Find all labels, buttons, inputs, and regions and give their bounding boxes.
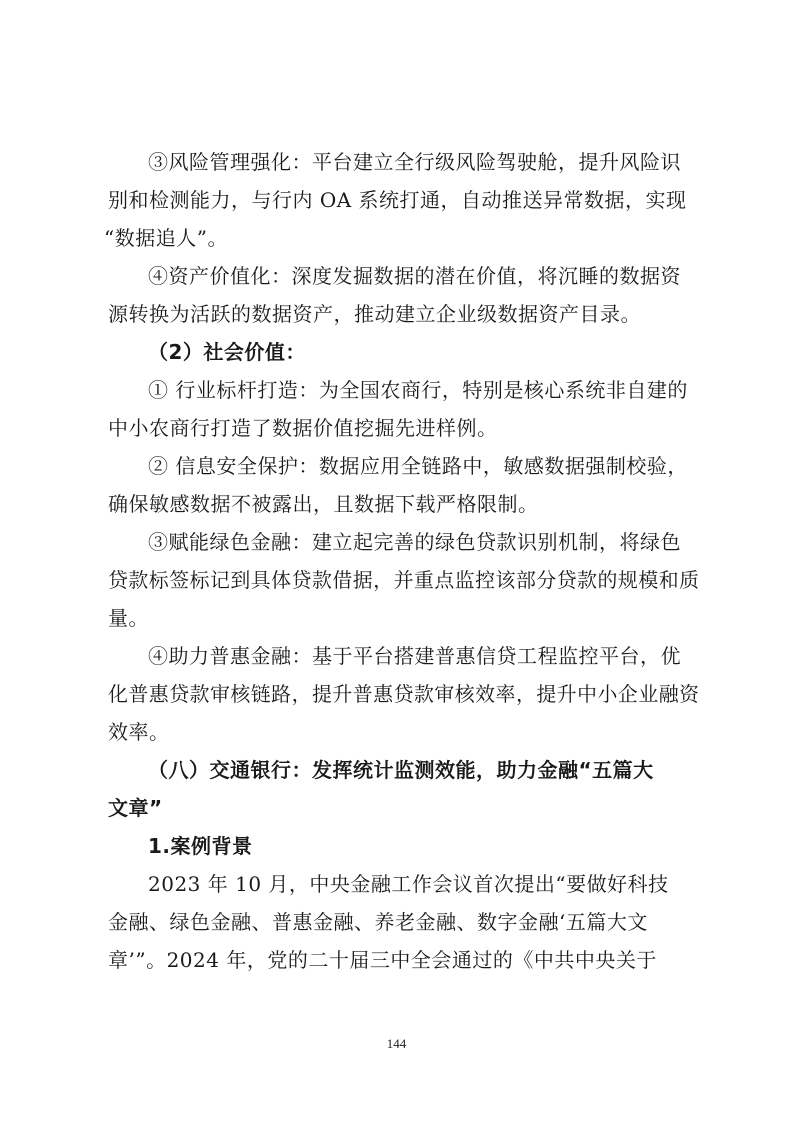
text-line: 别和检测能力，与行内 OA 系统打通，自动推送异常数据，实现	[108, 188, 687, 212]
text-line: 金融、绿色金融、普惠金融、养老金融、数字金融‘五篇大文	[108, 910, 648, 934]
text-line: 贷款标签标记到具体贷款借据，并重点监控该部分贷款的规模和质	[108, 568, 700, 592]
subsection-heading: 1.案例背景	[148, 834, 253, 858]
section-heading: （2）社会价值：	[148, 340, 306, 364]
case-heading: （八）交通银行：发挥统计监测效能，助力金融“五篇大	[148, 758, 654, 782]
text-line: 确保敏感数据不被露出，且数据下载严格限制。	[108, 492, 539, 516]
text-line: ③赋能绿色金融：建立起完善的绿色贷款识别机制，将绿色	[148, 530, 681, 554]
text-line: ③风险管理强化：平台建立全行级风险驾驶舱，提升风险识	[148, 150, 681, 174]
text-line: 源转换为活跃的数据资产，推动建立企业级数据资产目录。	[108, 302, 641, 326]
page-number: 144	[386, 1036, 407, 1051]
text-line: ① 行业标杆打造：为全国农商行，特别是核心系统非自建的	[148, 378, 688, 402]
case-heading-continued: 文章”	[108, 796, 163, 820]
text-line: 化普惠贷款审核链路，提升普惠贷款审核效率，提升中小企业融资	[108, 682, 700, 706]
text-line: 效率。	[108, 720, 170, 744]
text-line: ④资产价值化：深度发掘数据的潜在价值，将沉睡的数据资	[148, 264, 681, 288]
text-line: 2023 年 10 月，中央金融工作会议首次提出“要做好科技	[148, 872, 669, 896]
text-line: ④助力普惠金融：基于平台搭建普惠信贷工程监控平台，优	[148, 644, 681, 668]
text-line: “数据追人”。	[104, 226, 228, 250]
text-line: 章’”。2024 年，党的二十届三中全会通过的《中共中央关于	[108, 948, 657, 972]
text-line: 量。	[108, 606, 149, 630]
text-line: ② 信息安全保护：数据应用全链路中，敏感数据强制校验，	[148, 454, 688, 478]
text-line: 中小农商行打造了数据价值挖掘先进样例。	[108, 416, 498, 440]
